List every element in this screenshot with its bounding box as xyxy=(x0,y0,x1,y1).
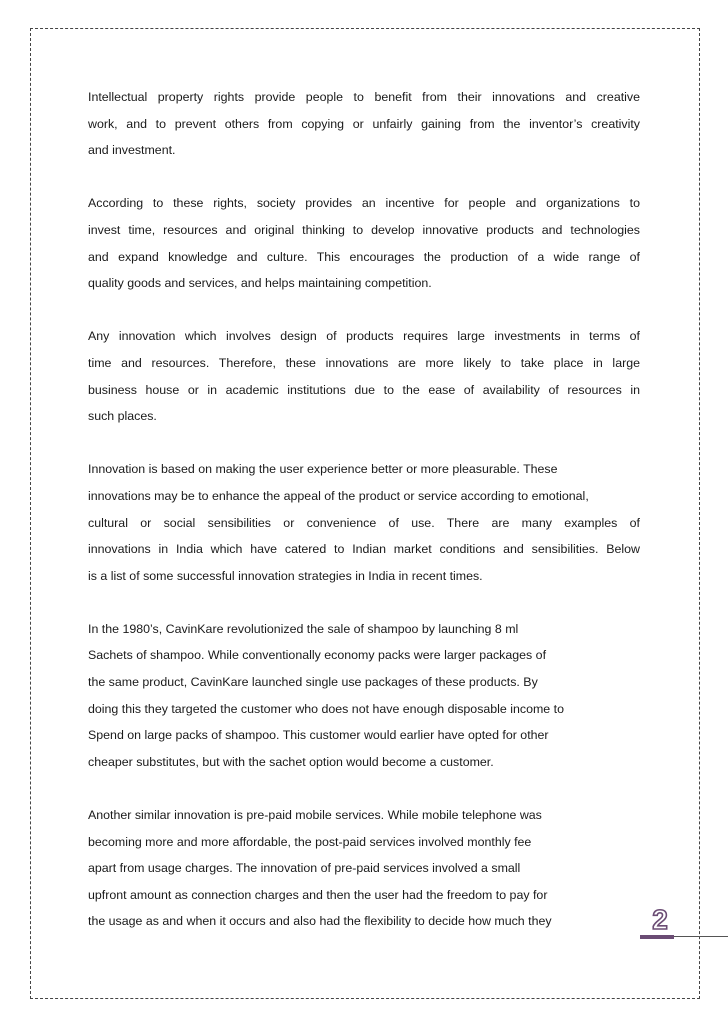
paragraph-line: the usage as and when it occurs and also had the flexibility to decide how much they xyxy=(88,914,552,929)
paragraph-line: quality goods and services, and helps maintaining competition. xyxy=(88,276,432,291)
paragraph-line: cultural or social sensibilities or convenience of use. There are many examples of xyxy=(88,515,640,530)
paragraph-line: becoming more and more affordable, the post-paid services involved monthly fee xyxy=(88,834,532,849)
document-body xyxy=(88,84,640,935)
paragraph-line: business house or in academic institutions due to the ease of availability of resources in xyxy=(88,382,640,397)
paragraph-line: work, and to prevent others from copying or unfairly gaining from the inventor’s creativity xyxy=(88,116,640,131)
paragraph-line: apart from usage charges. The innovation of pre-paid services involved a small xyxy=(88,861,521,876)
paragraph-line: In the 1980’s, CavinKare revolutionized the sale of shampoo by launching 8 ml xyxy=(88,621,519,636)
paragraph-line: and investment. xyxy=(88,143,176,158)
paragraph-line: the same product, CavinKare launched single use packages of these products. By xyxy=(88,675,538,690)
paragraph-line: and expand knowledge and culture. This encourages the production of a wide range of xyxy=(88,249,640,264)
paragraph-line: is a list of some successful innovation strategies in India in recent times. xyxy=(88,568,483,583)
paragraph-line: Innovation is based on making the user experience better or more pleasurable. These xyxy=(88,462,558,477)
paragraph-line: Sachets of shampoo. While conventionally economy packs were larger packages of xyxy=(88,648,547,663)
paragraph-spacer xyxy=(88,297,640,324)
paragraph-spacer xyxy=(88,430,640,457)
page-number-rule xyxy=(640,935,674,939)
paragraph-cavinkare xyxy=(88,616,640,776)
paragraph-line: innovations in India which have catered to Indian market conditions and sensibilities. Below xyxy=(88,542,640,557)
paragraph-line: doing this they targeted the customer who does not have enough disposable income to xyxy=(88,701,564,716)
paragraph-investment xyxy=(88,323,640,429)
page-number xyxy=(645,906,675,932)
page-number-text: 2 xyxy=(652,906,668,932)
paragraph-line: Intellectual property rights provide people to benefit from their innovations and creative xyxy=(88,90,640,104)
paragraph-line: cheaper substitutes, but with the sachet option would become a customer. xyxy=(88,754,494,769)
paragraph-spacer xyxy=(88,164,640,191)
paragraph-user-experience xyxy=(88,456,640,589)
paragraph-line: Spend on large packs of shampoo. This customer would earlier have opted for other xyxy=(88,728,549,743)
paragraph-ipr-intro xyxy=(88,84,640,164)
paragraph-incentive xyxy=(88,190,640,296)
paragraph-line: According to these rights, society provides an incentive for people and organizations to xyxy=(88,196,640,211)
paragraph-line: invest time, resources and original thinking to develop innovative products and technologies xyxy=(88,222,640,237)
paragraph-line: Another similar innovation is pre-paid mobile services. While mobile telephone was xyxy=(88,808,542,823)
paragraph-line: innovations may be to enhance the appeal of the product or service according to emotional, xyxy=(88,488,589,503)
page-number-glyph xyxy=(645,906,675,932)
paragraph-spacer xyxy=(88,589,640,616)
paragraph-spacer xyxy=(88,775,640,802)
page-footer-rule xyxy=(674,936,728,937)
paragraph-prepaid-mobile xyxy=(88,802,640,935)
paragraph-line: upfront amount as connection charges and then the user had the freedom to pay for xyxy=(88,887,548,902)
paragraph-line: Any innovation which involves design of products requires large investments in terms of xyxy=(88,329,640,344)
paragraph-line: such places. xyxy=(88,409,157,424)
paragraph-line: time and resources. Therefore, these innovations are more likely to take place in large xyxy=(88,355,640,370)
